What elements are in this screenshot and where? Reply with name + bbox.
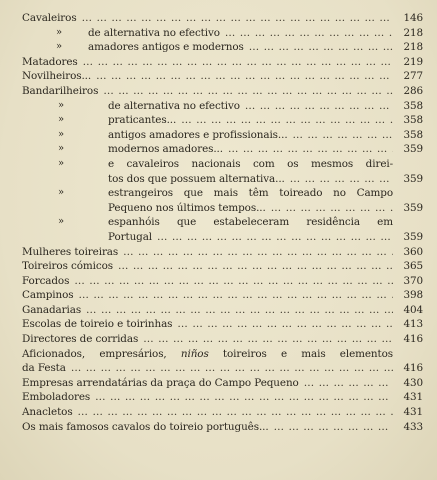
dot-leader <box>78 288 393 303</box>
toc-entry <box>0 405 437 420</box>
entry-line <box>22 259 423 274</box>
entry-marker: » <box>58 187 65 199</box>
toc-entry <box>0 69 437 84</box>
entry-line <box>22 69 423 84</box>
dot-leader <box>181 113 393 128</box>
toc-entry <box>0 55 437 70</box>
entry-marker: » <box>58 216 65 228</box>
entry-title: estrangeiros que mais têm toireado no Campo <box>108 187 393 200</box>
dot-leader <box>290 172 393 187</box>
page-number: 359 <box>403 201 423 214</box>
entry-title: Aficionados, empresários, niños toireiros e mais elementos <box>22 347 393 360</box>
entry-title: Ganadarias <box>22 303 82 316</box>
toc-entry <box>0 274 437 289</box>
entry-line <box>22 390 423 405</box>
dot-leader <box>293 128 393 143</box>
entry-line <box>108 172 423 187</box>
page-number: 416 <box>403 362 423 375</box>
entry-title: Matadores <box>22 55 78 68</box>
toc-entry <box>0 259 437 274</box>
entry-marker: » <box>58 128 65 140</box>
entry-line <box>108 186 423 201</box>
entry-line <box>22 274 423 289</box>
page-number: 277 <box>403 70 423 83</box>
entry-marker: » <box>56 26 63 38</box>
entry-line <box>22 332 423 347</box>
entry-line <box>22 317 423 332</box>
dot-leader <box>143 332 393 347</box>
page-number: 404 <box>403 303 423 316</box>
table-of-contents <box>0 11 437 434</box>
page-number: 365 <box>403 260 423 273</box>
page-number: 219 <box>403 55 423 68</box>
entry-title: modernos amadores... <box>108 143 223 156</box>
entry-title: de alternativa no efectivo <box>88 26 220 39</box>
toc-entry <box>0 26 437 41</box>
entry-title: praticantes... <box>108 114 177 127</box>
toc-entry <box>0 317 437 332</box>
page-number: 430 <box>403 376 423 389</box>
entry-title: Mulheres toireiras <box>22 245 119 258</box>
entry-line <box>22 288 423 303</box>
toc-entry <box>0 390 437 405</box>
dot-leader <box>96 69 393 84</box>
entry-line <box>88 40 423 55</box>
italic-word: niños <box>180 347 209 360</box>
entry-line <box>22 303 423 318</box>
toc-entry <box>0 99 437 114</box>
entry-line <box>22 420 423 435</box>
entry-title: de alternativa no efectivo <box>108 99 240 112</box>
entry-line <box>22 245 423 260</box>
dot-leader <box>274 420 393 435</box>
entry-marker: » <box>58 114 65 126</box>
page-number: 286 <box>403 84 423 97</box>
entry-line <box>22 376 423 391</box>
entry-title: Campinos <box>22 289 74 302</box>
entry-title: Forcados <box>22 274 70 287</box>
entry-title: Emboladores <box>22 391 91 404</box>
page-number: 359 <box>403 230 423 243</box>
dot-leader <box>249 40 393 55</box>
page-number: 146 <box>403 12 423 24</box>
page-number: 358 <box>403 128 423 141</box>
entry-line <box>22 347 423 362</box>
toc-entry <box>0 40 437 55</box>
entry-title: Novilheiros... <box>22 70 92 83</box>
toc-entry <box>0 215 437 244</box>
entry-marker: » <box>58 99 65 111</box>
page-number: 218 <box>403 41 423 54</box>
toc-entry <box>0 84 437 99</box>
dot-leader <box>82 11 393 26</box>
entry-title: Cavaleiros <box>22 12 77 24</box>
page-number: 431 <box>403 406 423 419</box>
entry-line <box>22 11 423 26</box>
toc-entry <box>0 347 437 376</box>
entry-line <box>108 215 423 230</box>
entry-title: espanhóis que estabeleceram residência em <box>108 216 393 229</box>
entry-title: Toireiros cómicos <box>22 260 113 273</box>
page-number: 416 <box>403 333 423 346</box>
entry-title: Empresas arrendatárias da praça do Campo Pequeno <box>22 376 299 389</box>
toc-entry <box>0 245 437 260</box>
dot-leader <box>118 259 393 274</box>
entry-title: Directores de corridas <box>22 333 139 346</box>
dot-leader <box>304 376 393 391</box>
entry-marker: » <box>58 143 65 155</box>
entry-title: e cavaleiros nacionais com os mesmos direi- <box>108 157 393 170</box>
page-number: 370 <box>403 274 423 287</box>
dot-leader <box>245 99 393 114</box>
entry-title: Bandarilheiros <box>22 84 99 97</box>
page-number: 359 <box>403 143 423 156</box>
dot-leader <box>157 230 393 245</box>
entry-line <box>22 405 423 420</box>
entry-title: Escolas de toireio e toirinhas <box>22 318 173 331</box>
entry-title: Os mais famosos cavalos do toireio português... <box>22 420 269 433</box>
page-number: 218 <box>403 26 423 39</box>
toc-entry <box>0 142 437 157</box>
page-number: 358 <box>403 114 423 127</box>
toc-entry <box>0 186 437 215</box>
entry-title: da Festa <box>22 362 66 375</box>
entry-line <box>108 157 423 172</box>
toc-entry <box>0 303 437 318</box>
toc-entry <box>0 157 437 186</box>
page-number: 359 <box>403 172 423 185</box>
entry-title: amadores antigos e modernos <box>88 41 244 54</box>
entry-title: tos dos que possuem alternativa... <box>108 172 285 185</box>
entry-line <box>88 26 423 41</box>
entry-line <box>108 142 423 157</box>
dot-leader <box>71 361 393 376</box>
dot-leader <box>225 26 393 41</box>
toc-entry <box>0 11 437 26</box>
dot-leader <box>86 303 393 318</box>
page-number: 360 <box>403 245 423 258</box>
toc-entry <box>0 332 437 347</box>
toc-entry <box>0 376 437 391</box>
entry-line <box>22 84 423 99</box>
entry-title: Portugal <box>108 230 153 243</box>
dot-leader <box>123 245 393 260</box>
page-number: 398 <box>403 289 423 302</box>
toc-entry <box>0 113 437 128</box>
entry-marker: » <box>56 41 63 53</box>
page-number: 431 <box>403 391 423 404</box>
entry-line <box>108 128 423 143</box>
page-number: 413 <box>403 318 423 331</box>
dot-leader <box>74 274 393 289</box>
entry-title: Pequeno nos últimos tempos... <box>108 201 266 214</box>
dot-leader <box>95 390 393 405</box>
dot-leader <box>177 317 393 332</box>
page-number: 358 <box>403 99 423 112</box>
entry-marker: » <box>58 157 65 169</box>
dot-leader <box>228 142 393 157</box>
entry-line <box>108 201 423 216</box>
page-number: 433 <box>403 420 423 433</box>
dot-leader <box>103 84 393 99</box>
entry-line <box>22 361 423 376</box>
entry-line <box>108 99 423 114</box>
toc-entry <box>0 288 437 303</box>
toc-entry <box>0 128 437 143</box>
dot-leader <box>83 55 393 70</box>
entry-title: Anacletos <box>22 406 73 419</box>
entry-title: antigos amadores e profissionais... <box>108 128 288 141</box>
dot-leader <box>271 201 393 216</box>
entry-line <box>108 230 423 245</box>
dot-leader <box>78 405 393 420</box>
toc-entry <box>0 420 437 435</box>
entry-line <box>22 55 423 70</box>
entry-line <box>108 113 423 128</box>
